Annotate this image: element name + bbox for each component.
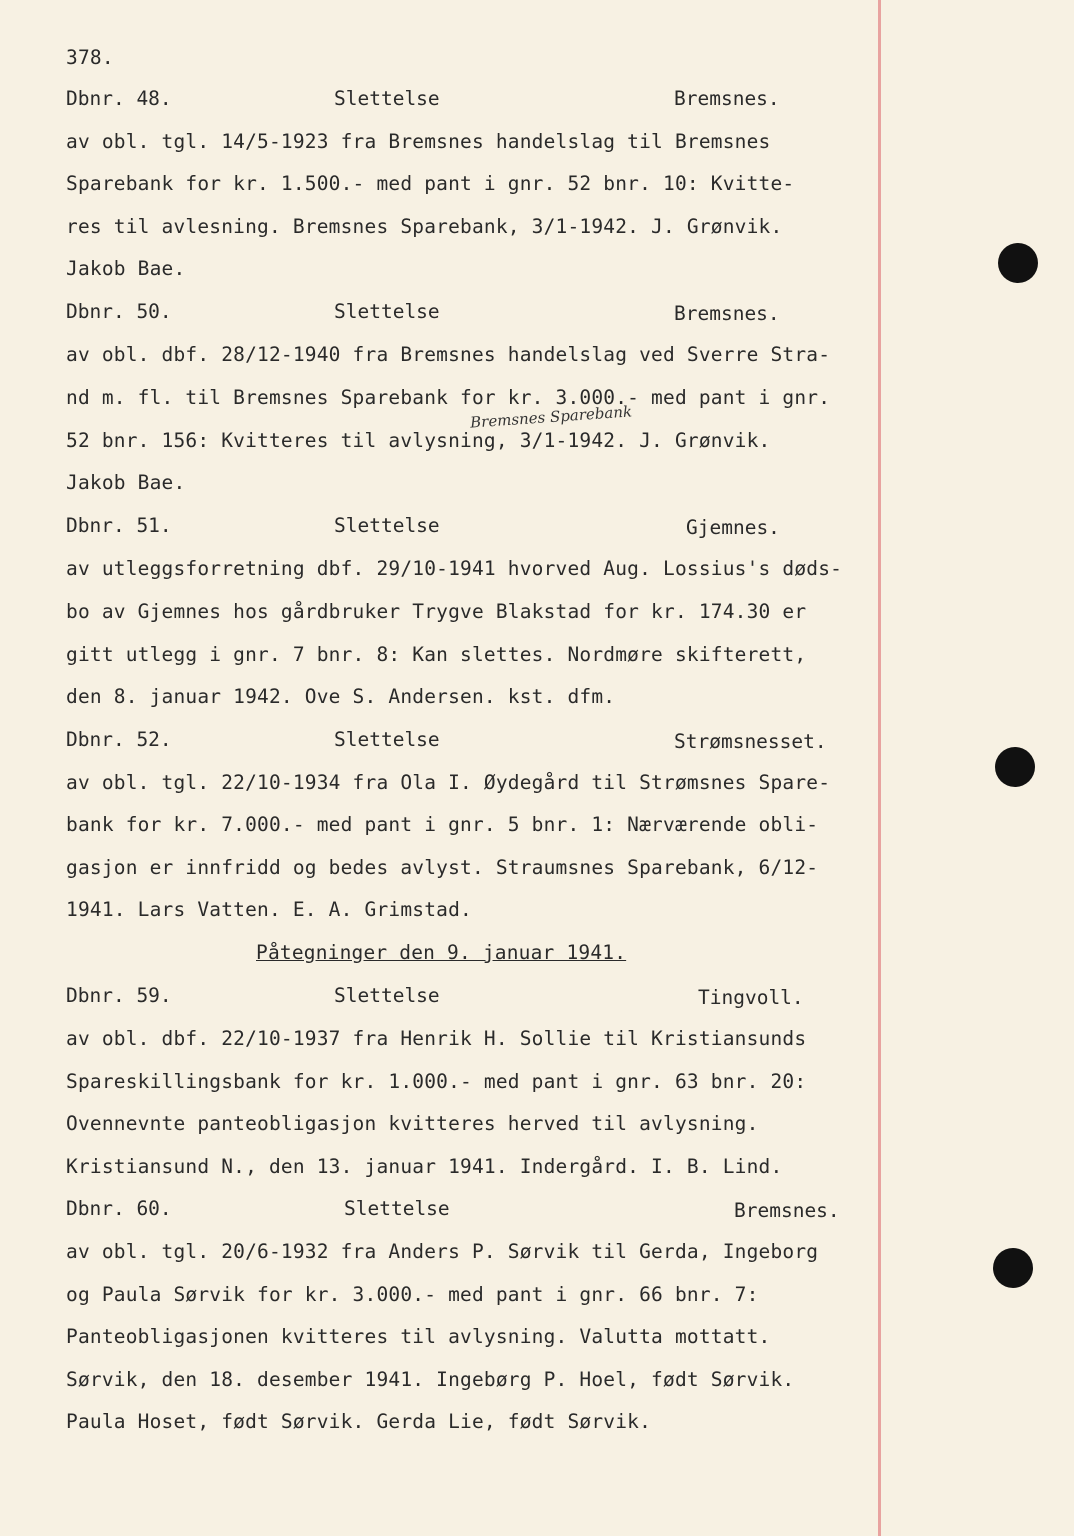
entry-text-line: av obl. dbf. 22/10-1937 fra Henrik H. Sollie til Kristiansunds <box>66 1027 807 1050</box>
entry-place: Bremsnes. <box>734 1199 840 1222</box>
entry-title: Slettelse <box>334 87 440 110</box>
entry-dbnr: Dbnr. 60. <box>66 1197 172 1220</box>
entry-text-line: og Paula Sørvik for kr. 3.000.- med pant i gnr. 66 bnr. 7: <box>66 1283 759 1306</box>
entry-place: Bremsnes. <box>674 302 780 325</box>
entry-title: Slettelse <box>344 1197 450 1220</box>
entry-text-line: Ovennevnte panteobligasjon kvitteres herved til avlysning. <box>66 1112 759 1135</box>
entry-place: Tingvoll. <box>698 986 804 1009</box>
page-number: 378. <box>66 46 114 69</box>
entry-text-line: gasjon er innfridd og bedes avlyst. Straumsnes Sparebank, 6/12- <box>66 856 819 879</box>
entry-dbnr: Dbnr. 50. <box>66 300 172 323</box>
section-heading: Påtegninger den 9. januar 1941. <box>256 941 627 964</box>
entry-dbnr: Dbnr. 52. <box>66 728 172 751</box>
margin-rule <box>878 0 881 1536</box>
entry-text-line: nd m. fl. til Bremsnes Sparebank for kr. 3.000.- med pant i gnr. <box>66 386 831 409</box>
entry-text-line: Sparebank for kr. 1.500.- med pant i gnr. 52 bnr. 10: Kvitte- <box>66 172 795 195</box>
entry-text-line: Jakob Bae. <box>66 257 186 280</box>
entry-text-line: Sørvik, den 18. desember 1941. Ingebørg P. Hoel, født Sørvik. <box>66 1368 795 1391</box>
handwritten-annotation: Bremsnes Sparebank <box>469 402 633 432</box>
entry-text-line: Paula Hoset, født Sørvik. Gerda Lie, født Sørvik. <box>66 1410 652 1433</box>
entry-text-line: 52 bnr. 156: Kvitteres til avlysning, 3/1-1942. J. Grønvik. <box>66 429 771 452</box>
entry-text-line: 1941. Lars Vatten. E. A. Grimstad. <box>66 898 472 921</box>
entry-text-line: av obl. dbf. 28/12-1940 fra Bremsnes handelslag ved Sverre Stra- <box>66 343 831 366</box>
entry-title: Slettelse <box>334 514 440 537</box>
entry-text-line: Jakob Bae. <box>66 471 186 494</box>
entry-title: Slettelse <box>334 984 440 1007</box>
punch-hole <box>995 747 1035 787</box>
entry-text-line: bo av Gjemnes hos gårdbruker Trygve Blakstad for kr. 174.30 er <box>66 600 807 623</box>
entry-text-line: bank for kr. 7.000.- med pant i gnr. 5 bnr. 1: Nærværende obli- <box>66 813 819 836</box>
entry-dbnr: Dbnr. 59. <box>66 984 172 1007</box>
entry-title: Slettelse <box>334 300 440 323</box>
entry-place: Bremsnes. <box>674 87 780 110</box>
entry-text-line: res til avlesning. Bremsnes Sparebank, 3/1-1942. J. Grønvik. <box>66 215 783 238</box>
punch-hole <box>998 243 1038 283</box>
punch-hole <box>993 1248 1033 1288</box>
entry-text-line: av utleggsforretning dbf. 29/10-1941 hvorved Aug. Lossius's døds- <box>66 557 843 580</box>
entry-text-line: den 8. januar 1942. Ove S. Andersen. kst. dfm. <box>66 685 616 708</box>
entry-text-line: Kristiansund N., den 13. januar 1941. Indergård. I. B. Lind. <box>66 1155 783 1178</box>
entry-text-line: av obl. tgl. 22/10-1934 fra Ola I. Øydegård til Strømsnes Spare- <box>66 771 831 794</box>
entry-text-line: Spareskillingsbank for kr. 1.000.- med pant i gnr. 63 bnr. 20: <box>66 1070 807 1093</box>
entry-text-line: Panteobligasjonen kvitteres til avlysning. Valutta mottatt. <box>66 1325 771 1348</box>
entry-dbnr: Dbnr. 51. <box>66 514 172 537</box>
entry-place: Gjemnes. <box>686 516 780 539</box>
entry-title: Slettelse <box>334 728 440 751</box>
entry-dbnr: Dbnr. 48. <box>66 87 172 110</box>
entry-text-line: gitt utlegg i gnr. 7 bnr. 8: Kan slettes. Nordmøre skifterett, <box>66 643 807 666</box>
entry-text-line: av obl. tgl. 20/6-1932 fra Anders P. Sørvik til Gerda, Ingeborg <box>66 1240 819 1263</box>
entry-text-line: av obl. tgl. 14/5-1923 fra Bremsnes handelslag til Bremsnes <box>66 130 771 153</box>
entry-place: Strømsnesset. <box>674 730 827 753</box>
